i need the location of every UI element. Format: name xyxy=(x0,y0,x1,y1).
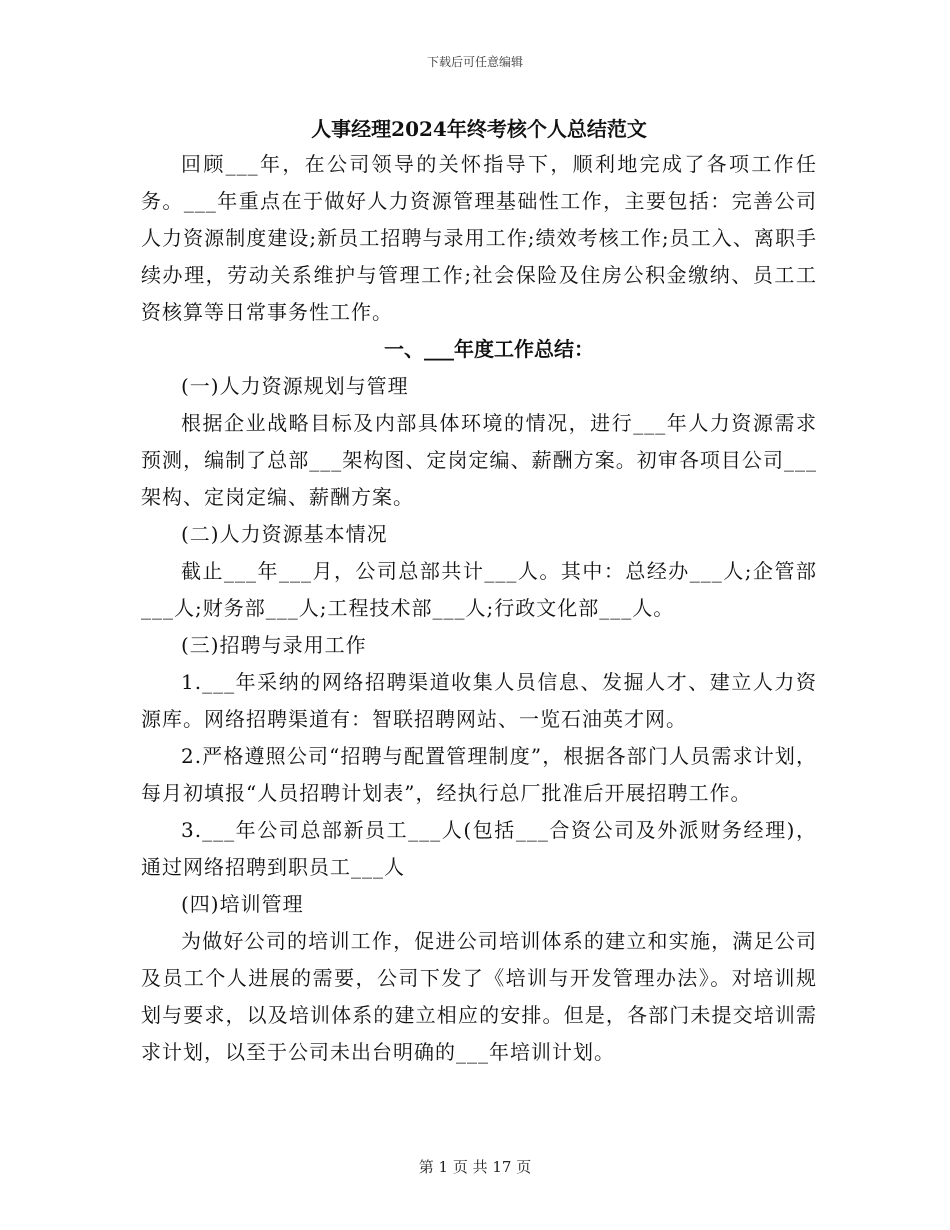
list-item-recruitment-3: 3.___年公司总部新员工___人(包括___合资公司及外派财务经理)，通过网络招聘到职员工___人 xyxy=(141,818,817,879)
paragraph-hr-basics: 截止___年___月，公司总部共计___人。其中：总经办___人;企管部___人;财务部___人;工程技术部___人;行政文化部___人。 xyxy=(141,559,817,620)
list-item-recruitment-2: 2.严格遵照公司“招聘与配置管理制度”，根据各部门人员需求计划，每月初填报“人员招聘计划表”，经执行总厂批准后开展招聘工作。 xyxy=(141,744,817,805)
document-title: 人事经理2024年终考核个人总结范文 xyxy=(311,117,647,141)
page-indicator: 第 1 页 共 17 页 xyxy=(418,1158,532,1176)
header-note: 下载后可任意编辑 xyxy=(426,55,523,69)
subheading-recruitment: (三)招聘与录用工作 xyxy=(181,633,367,657)
list-item-recruitment-1: 1.___年采纳的网络招聘渠道收集人员信息、发掘人才、建立人力资源库。网络招聘渠道有：智联招聘网站、一览石油英才网。 xyxy=(141,670,817,731)
document-body xyxy=(141,112,817,1071)
subheading-hr-basics: (二)人力资源基本情况 xyxy=(181,522,388,546)
paragraph-hr-planning: 根据企业战略目标及内部具体环境的情况，进行___年人力资源需求预测，编制了总部___架构图、定岗定编、薪酬方案。初审各项目公司___架构、定岗定编、薪酬方案。 xyxy=(141,411,817,509)
intro-paragraph: 回顾___年，在公司领导的关怀指导下，顺利地完成了各项工作任务。___年重点在于做好人力资源管理基础性工作，主要包括：完善公司人力资源制度建设;新员工招聘与录用工作;绩效考核工作;员工入、离职手续办理，劳动关系维护与管理工作;社会保险及住房公积金缴纳、员工工资核算等日常事务性工作。 xyxy=(141,152,817,324)
subheading-hr-planning: (一)人力资源规划与管理 xyxy=(181,374,409,398)
paragraph-training: 为做好公司的培训工作，促进公司培训体系的建立和实施，满足公司及员工个人进展的需要，公司下发了《培训与开发管理办法》。对培训规划与要求，以及培训体系的建立相应的安排。但是，各部门未提交培训需求计划，以至于公司未出台明确的___年培训计划。 xyxy=(141,929,817,1064)
subheading-training: (四)培训管理 xyxy=(181,892,304,916)
section-heading-annual-summary: 一、___年度工作总结： xyxy=(384,337,594,361)
